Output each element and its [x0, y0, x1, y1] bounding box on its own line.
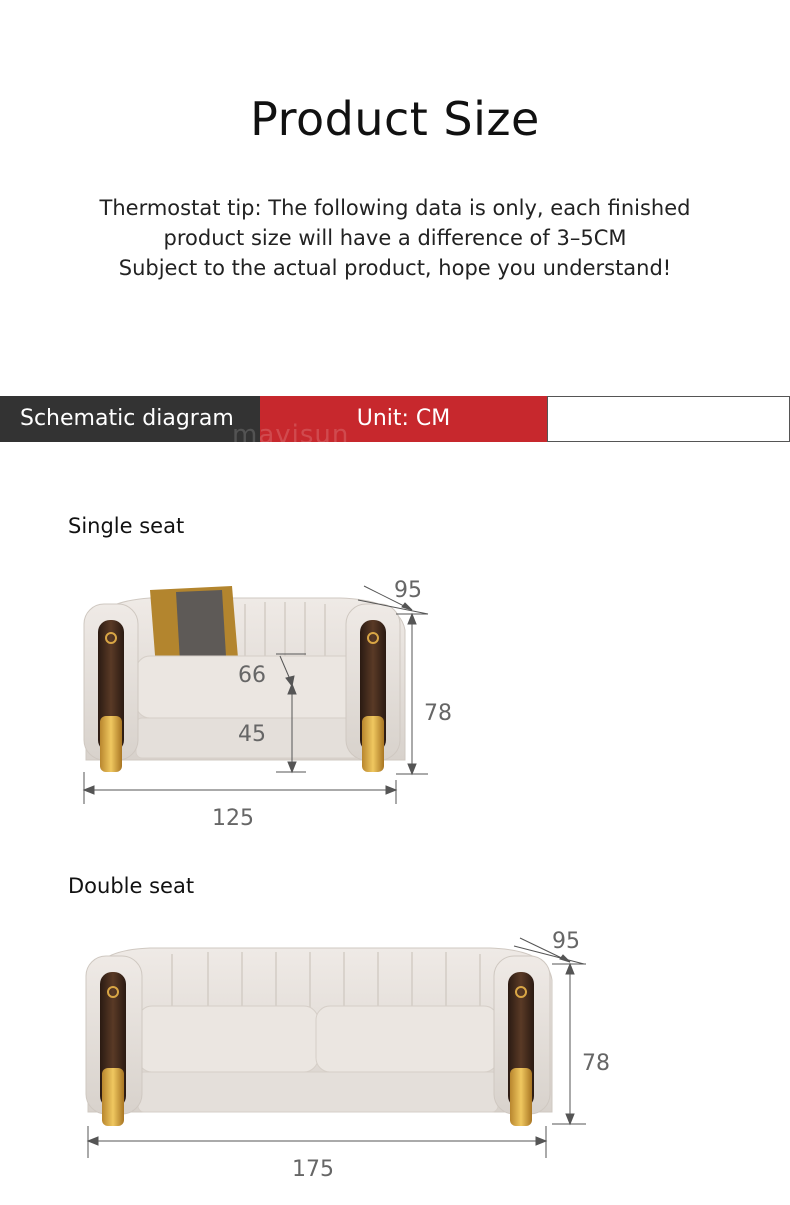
tip-line-2: product size will have a difference of 3–5CM	[163, 226, 627, 250]
page-title: Product Size	[250, 92, 540, 146]
double-width-value: 175	[292, 1157, 334, 1182]
tip-line-3: Subject to the actual product, hope you understand!	[118, 256, 672, 280]
single-back-height-value: 66	[238, 663, 266, 688]
single-seat-label: Single seat	[68, 514, 185, 538]
single-depth-value: 95	[394, 578, 422, 603]
single-height-value: 78	[424, 701, 452, 726]
double-sofa-image	[86, 948, 552, 1126]
single-seat-height-value: 45	[238, 722, 266, 747]
unit-label: Unit: CM	[260, 396, 547, 442]
double-seat-label: Double seat	[68, 874, 195, 898]
empty-segment	[547, 396, 790, 442]
double-seat-diagram	[0, 920, 790, 1200]
size-tip	[0, 193, 790, 283]
schematic-diagram-label: Schematic diagram	[0, 396, 260, 442]
tip-line-1: Thermostat tip: The following data is only, each finished	[99, 196, 691, 220]
info-bar	[0, 396, 790, 442]
double-height-value: 78	[582, 1051, 610, 1076]
watermark-text: mavisun	[232, 420, 350, 450]
single-width-value: 125	[212, 806, 254, 831]
single-seat-diagram	[0, 560, 790, 860]
double-depth-value: 95	[552, 929, 580, 954]
